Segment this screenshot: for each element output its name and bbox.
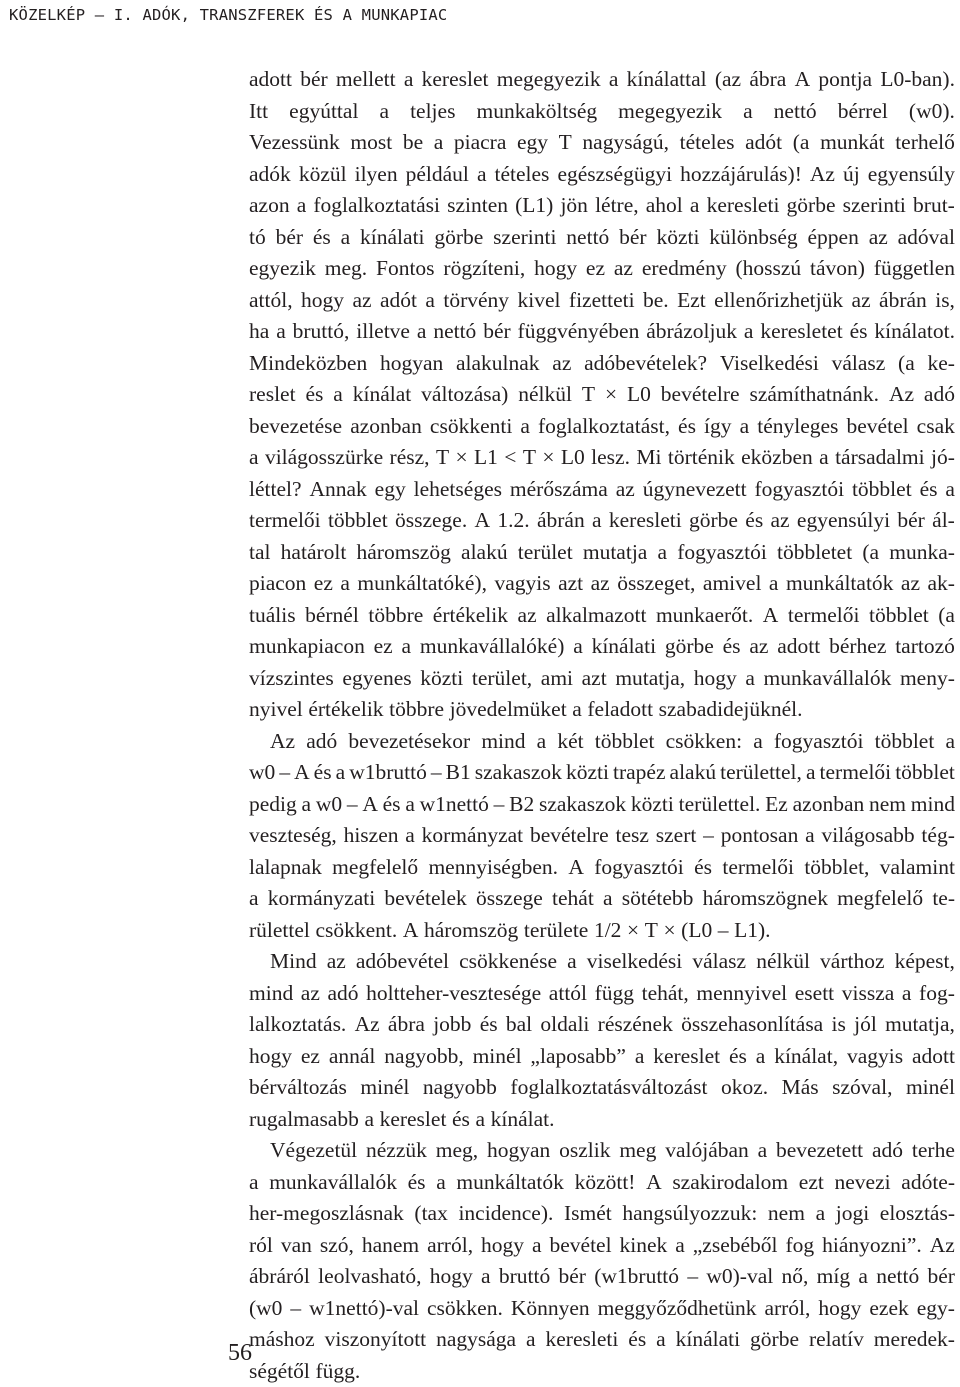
text-line: bevezetése azonban csökkenti a foglalkoztatást, és így a tényleges bevétel csak	[249, 411, 955, 443]
text-line: léttel? Annak egy lehetséges mérőszáma az úgynevezett fogyasztói többlet és a	[249, 474, 955, 506]
text-line: pedig a w0 – A és a w1nettó – B2 szakaszok közti területtel. Ez azonban nem mind	[249, 789, 955, 821]
text-line: attól, hogy az adót a törvény kivel fizetteti be. Ezt ellenőrizhetjük az ábrán is,	[249, 285, 955, 317]
text-line: tó bér és a kínálati görbe szerinti nettó bér közti különbség éppen az adóval	[249, 222, 955, 254]
text-line: Mind az adóbevétel csökkenése a viselkedési válasz nélkül várthoz képest,	[249, 946, 955, 978]
text-line: munkapiacon ez a munkavállalóké) a kínálati görbe és az adott bérhez tartozó	[249, 631, 955, 663]
text-line: rülettel csökkent. A háromszög területe 1/2 × T × (L0 – L1).	[249, 915, 955, 947]
text-line: Vezessünk most be a piacra egy T nagyságú, tételes adót (a munkát terhelő	[249, 127, 955, 159]
text-line: w0 – A és a w1bruttó – B1 szakaszok közti trapéz alakú területtel, a termelői többlet	[249, 757, 955, 789]
text-line: a világosszürke rész, T × L1 < T × L0 lesz. Mi történik eközben a társadalmi jó-	[249, 442, 955, 474]
text-line: rugalmasabb a kereslet és a kínálat.	[249, 1104, 955, 1136]
text-line: her-megoszlásnak (tax incidence). Ismét hangsúlyozzuk: nem a jogi elosztás-	[249, 1198, 955, 1230]
text-line: azon a foglalkoztatási szinten (L1) jön létre, ahol a keresleti görbe szerinti brut-	[249, 190, 955, 222]
text-line: bérváltozás minél nagyobb foglalkoztatásváltozást okoz. Más szóval, minél	[249, 1072, 955, 1104]
text-line: reslet és a kínálat változása) nélkül T × L0 bevételre számíthatnánk. Az adó	[249, 379, 955, 411]
text-line: Itt egyúttal a teljes munkaköltség megegyezik a nettó bérrel (w0).	[249, 96, 955, 128]
text-line: hogy ez annál nagyobb, minél „laposabb” a kereslet és a kínálat, vagyis adott	[249, 1041, 955, 1073]
text-line: ról van szó, hanem arról, hogy a bevétel kinek a „zsebéből fog hiányozni”. Az	[249, 1230, 955, 1262]
text-line: ségétől függ.	[249, 1356, 955, 1387]
text-line: (w0 – w1nettó)-val csökken. Könnyen meggyőződhetünk arról, hogy ezek egy-	[249, 1293, 955, 1325]
page-number: 56	[228, 1340, 252, 1367]
text-line: a kormányzati bevételek összege tehát a sötétebb háromszögnek megfelelő te-	[249, 883, 955, 915]
paragraph	[249, 946, 955, 1135]
text-line: mind az adó holtteher-vesztesége attól függ tehát, mennyivel esett vissza a fog-	[249, 978, 955, 1010]
paragraph	[249, 64, 955, 726]
text-line: tuális bérnél többre értékelik az alkalmazott munkaerőt. A termelői többlet (a	[249, 600, 955, 632]
text-line: Az adó bevezetésekor mind a két többlet csökken: a fogyasztói többlet a	[249, 726, 955, 758]
body-text	[249, 64, 955, 1387]
text-line: Mindeközben hogyan alakulnak az adóbevételek? Viselkedési válasz (a ke-	[249, 348, 955, 380]
text-line: egyezik meg. Fontos rögzíteni, hogy ez az eredmény (hosszú távon) független	[249, 253, 955, 285]
text-line: tal határolt háromszög alakú terület mutatja a fogyasztói többletet (a munka-	[249, 537, 955, 569]
text-line: adott bér mellett a kereslet megegyezik a kínálattal (az ábra A pontja L0-ban).	[249, 64, 955, 96]
text-line: ha a bruttó, illetve a nettó bér függvényében ábrázoljuk a keresletet és kínálatot.	[249, 316, 955, 348]
text-line: vízszintes egyenes közti terület, ami azt mutatja, hogy a munkavállalók meny-	[249, 663, 955, 695]
running-header: KÖZELKÉP – I. ADÓK, TRANSZFEREK ÉS A MUNKAPIAC	[9, 6, 447, 24]
text-line: lalapnak megfelelő mennyiségben. A fogyasztói és termelői többlet, valamint	[249, 852, 955, 884]
text-line: máshoz viszonyított nagysága a keresleti és a kínálati görbe relatív meredek-	[249, 1324, 955, 1356]
text-line: lalkoztatás. Az ábra jobb és bal oldali részének összehasonlítása is jól mutatja,	[249, 1009, 955, 1041]
text-line: piacon ez a munkáltatóké), vagyis azt az összeget, amivel a munkáltatók az ak-	[249, 568, 955, 600]
paragraph	[249, 726, 955, 947]
text-line: ábráról leolvasható, hogy a bruttó bér (w1bruttó – w0)-val nő, míg a nettó bér	[249, 1261, 955, 1293]
text-line: termelői többlet összege. A 1.2. ábrán a keresleti görbe és az egyensúlyi bér ál-	[249, 505, 955, 537]
text-line: a munkavállalók és a munkáltatók között! A szakirodalom ezt nevezi adóte-	[249, 1167, 955, 1199]
text-line: nyivel értékelik többre jövedelmüket a feladott szabadidejüknél.	[249, 694, 955, 726]
text-line: adók közül ilyen például a tételes egészségügyi hozzájárulás)! Az új egyensúly	[249, 159, 955, 191]
text-line: Végezetül nézzük meg, hogyan oszlik meg valójában a bevezetett adó terhe	[249, 1135, 955, 1167]
paragraph	[249, 1135, 955, 1387]
text-line: veszteség, hiszen a kormányzat bevételre tesz szert – pontosan a világosabb tég-	[249, 820, 955, 852]
